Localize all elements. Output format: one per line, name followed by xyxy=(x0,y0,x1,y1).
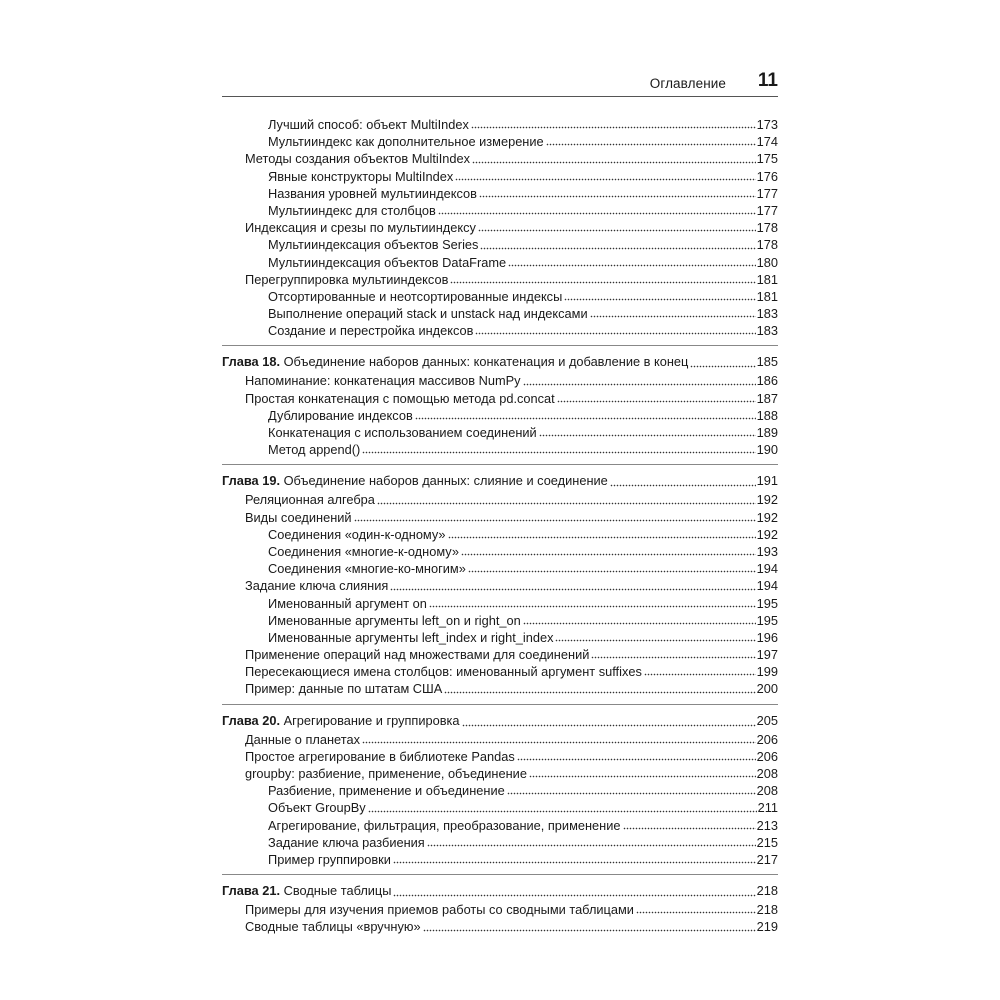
dot-leader xyxy=(354,518,756,522)
toc-block xyxy=(222,711,778,869)
entry-page-number: 178 xyxy=(756,237,778,253)
entry-title: Простое агрегирование в библиотеке Pandas xyxy=(245,748,515,764)
chapter-title: Агрегирование и группировка xyxy=(283,712,460,728)
section-entry[interactable] xyxy=(222,918,778,935)
dot-leader xyxy=(636,910,756,914)
section-entry[interactable] xyxy=(222,577,778,594)
entry-title: Пересекающиеся имена столбцов: именованный аргумент suffixes xyxy=(245,664,642,680)
chapter-label: Глава 18. xyxy=(222,354,281,370)
entry-title: Примеры для изучения приемов работы со сводными таблицами xyxy=(245,902,634,918)
chapter-label: Глава 21. xyxy=(222,883,281,899)
entry-title: Виды соединений xyxy=(245,509,352,525)
entry-title: Соединения «многие-ко-многим» xyxy=(268,561,466,577)
entry-title: Мультииндекс для столбцов xyxy=(268,202,436,218)
section-entry[interactable] xyxy=(222,765,778,782)
dot-leader xyxy=(393,893,755,897)
entry-page-number: 215 xyxy=(756,834,778,850)
dot-leader xyxy=(472,160,756,164)
entry-page-number: 189 xyxy=(756,425,778,440)
entry-page-number: 217 xyxy=(756,851,778,867)
dot-leader xyxy=(415,416,756,420)
dot-leader xyxy=(368,809,757,813)
entry-page-number: 177 xyxy=(756,185,778,201)
section-entry[interactable] xyxy=(222,491,778,508)
section-entry[interactable] xyxy=(222,663,778,680)
entry-page-number: 181 xyxy=(756,271,778,287)
subsection-entry[interactable] xyxy=(222,236,778,253)
toc-block xyxy=(222,471,778,697)
entry-page-number: 211 xyxy=(757,800,778,816)
dot-leader xyxy=(523,621,756,625)
dot-leader xyxy=(690,364,755,368)
entry-page-number: 208 xyxy=(756,766,778,781)
subsection-entry[interactable] xyxy=(222,254,778,271)
entry-page-number: 218 xyxy=(756,902,778,918)
chapter-page-number: 205 xyxy=(756,712,778,728)
subsection-entry[interactable] xyxy=(222,305,778,322)
section-entry[interactable] xyxy=(222,271,778,288)
dot-leader xyxy=(362,740,756,744)
entry-title: Создание и перестройка индексов xyxy=(268,323,474,339)
dot-leader xyxy=(591,655,755,659)
chapter-entry[interactable] xyxy=(222,471,778,491)
subsection-entry[interactable] xyxy=(222,407,778,424)
chapter-entry[interactable] xyxy=(222,352,778,372)
entry-page-number: 196 xyxy=(756,629,778,645)
entry-page-number: 173 xyxy=(756,117,778,132)
chapter-separator xyxy=(222,464,778,465)
entry-title: Задание ключа слияния xyxy=(245,578,389,594)
entry-title: Выполнение операций stack и unstack над индексами xyxy=(268,306,588,322)
subsection-entry[interactable] xyxy=(222,560,778,577)
entry-title: Явные конструкторы MultiIndex xyxy=(268,168,454,184)
entry-title: Конкатенация с использованием соединений xyxy=(268,425,537,440)
chapter-page-number: 191 xyxy=(756,473,778,489)
subsection-entry[interactable] xyxy=(222,202,778,219)
entry-title: Именованные аргументы left_index и right_index xyxy=(268,629,554,645)
dot-leader xyxy=(427,843,756,847)
subsection-entry[interactable] xyxy=(222,543,778,560)
subsection-entry[interactable] xyxy=(222,526,778,543)
section-entry[interactable] xyxy=(222,901,778,918)
subsection-entry[interactable] xyxy=(222,168,778,185)
entry-page-number: 176 xyxy=(756,168,778,184)
section-entry[interactable] xyxy=(222,219,778,236)
entry-page-number: 197 xyxy=(756,647,778,663)
dot-leader xyxy=(644,672,756,676)
entry-title: groupby: разбиение, применение, объединение xyxy=(245,766,527,781)
entry-page-number: 213 xyxy=(756,817,778,833)
toc-block xyxy=(222,116,778,339)
entry-title: Именованный аргумент on xyxy=(268,595,427,611)
entry-title: Мультииндексация объектов DataFrame xyxy=(268,254,507,270)
dot-leader xyxy=(508,263,755,267)
entry-page-number: 188 xyxy=(756,407,778,423)
dot-leader xyxy=(610,483,756,487)
dot-leader xyxy=(390,587,755,591)
header-title: Оглавление xyxy=(649,76,726,91)
section-entry[interactable] xyxy=(222,680,778,697)
running-header xyxy=(222,68,778,96)
section-entry[interactable] xyxy=(222,646,778,663)
toc-block xyxy=(222,881,778,935)
subsection-entry[interactable] xyxy=(222,817,778,834)
entry-title: Мультииндекс как дополнительное измерение xyxy=(268,134,544,150)
dot-leader xyxy=(444,690,755,694)
entry-page-number: 194 xyxy=(756,561,778,577)
dot-leader xyxy=(623,826,756,830)
entry-title: Агрегирование, фильтрация, преобразование, применение xyxy=(268,817,621,833)
subsection-entry[interactable] xyxy=(222,629,778,646)
dot-leader xyxy=(480,246,755,250)
dot-leader xyxy=(529,774,756,778)
subsection-entry[interactable] xyxy=(222,612,778,629)
dot-leader xyxy=(393,860,756,864)
subsection-entry[interactable] xyxy=(222,834,778,851)
subsection-entry[interactable] xyxy=(222,185,778,202)
entry-page-number: 194 xyxy=(756,578,778,594)
entry-page-number: 206 xyxy=(756,748,778,764)
chapter-title: Объединение наборов данных: конкатенация и добавление в конец xyxy=(283,354,689,370)
entry-page-number: 190 xyxy=(756,442,778,458)
chapter-separator xyxy=(222,704,778,705)
entry-title: Отсортированные и неотсортированные индексы xyxy=(268,288,563,304)
entry-page-number: 200 xyxy=(756,681,778,697)
dot-leader xyxy=(455,177,755,181)
chapter-title: Объединение наборов данных: слияние и соединение xyxy=(283,473,608,489)
dot-leader xyxy=(564,297,755,301)
dot-leader xyxy=(507,791,756,795)
dot-leader xyxy=(555,638,755,642)
entry-page-number: 199 xyxy=(756,664,778,680)
entry-title: Напоминание: конкатенация массивов NumPy xyxy=(245,373,521,389)
entry-title: Разбиение, применение и объединение xyxy=(268,783,505,799)
dot-leader xyxy=(557,399,756,403)
subsection-entry[interactable] xyxy=(222,782,778,799)
chapter-title: Сводные таблицы xyxy=(283,883,392,899)
entry-page-number: 219 xyxy=(756,919,778,935)
chapter-separator xyxy=(222,874,778,875)
subsection-entry[interactable] xyxy=(222,851,778,868)
entry-page-number: 208 xyxy=(756,783,778,799)
entry-title: Соединения «один-к-одному» xyxy=(268,526,446,542)
entry-page-number: 192 xyxy=(756,526,778,542)
entry-title: Сводные таблицы «вручную» xyxy=(245,919,421,935)
entry-page-number: 192 xyxy=(756,492,778,508)
header-divider xyxy=(222,96,778,97)
entry-page-number: 206 xyxy=(756,731,778,747)
chapter-page-number: 218 xyxy=(756,883,778,899)
entry-title: Применение операций над множествами для соединений xyxy=(245,647,590,663)
dot-leader xyxy=(590,314,756,318)
entry-title: Задание ключа разбиения xyxy=(268,834,425,850)
chapter-separator xyxy=(222,345,778,346)
entry-title: Реляционная алгебра xyxy=(245,492,375,508)
entry-title: Лучший способ: объект MultiIndex xyxy=(268,117,469,132)
entry-page-number: 178 xyxy=(756,220,778,236)
entry-page-number: 195 xyxy=(756,595,778,611)
subsection-entry[interactable] xyxy=(222,595,778,612)
subsection-entry[interactable] xyxy=(222,116,778,133)
dot-leader xyxy=(429,604,756,608)
dot-leader xyxy=(523,382,756,386)
dot-leader xyxy=(517,757,756,761)
chapter-entry[interactable] xyxy=(222,711,778,731)
entry-title: Методы создания объектов MultiIndex xyxy=(245,151,471,167)
entry-title: Соединения «многие-к-одному» xyxy=(268,543,459,559)
entry-page-number: 181 xyxy=(756,288,778,304)
entry-title: Данные о планетах xyxy=(245,731,360,747)
dot-leader xyxy=(479,194,756,198)
dot-leader xyxy=(461,552,756,556)
entry-page-number: 183 xyxy=(756,306,778,322)
chapter-label: Глава 20. xyxy=(222,712,281,728)
entry-title: Дублирование индексов xyxy=(268,407,413,423)
dot-leader xyxy=(438,211,756,215)
dot-leader xyxy=(546,142,756,146)
header-page-number: 11 xyxy=(757,70,778,91)
chapter-page-number: 185 xyxy=(756,354,778,370)
section-entry[interactable] xyxy=(222,731,778,748)
dot-leader xyxy=(468,569,756,573)
dot-leader xyxy=(462,723,756,727)
entry-page-number: 193 xyxy=(756,543,778,559)
dot-leader xyxy=(362,450,755,454)
entry-page-number: 186 xyxy=(756,373,778,389)
entry-title: Перегруппировка мультииндексов xyxy=(245,271,449,287)
entry-title: Пример группировки xyxy=(268,851,391,867)
toc-block xyxy=(222,352,778,458)
entry-page-number: 192 xyxy=(756,509,778,525)
entry-title: Простая конкатенация с помощью метода pd.concat xyxy=(245,390,555,406)
entry-title: Именованные аргументы left_on и right_on xyxy=(268,612,521,628)
entry-title: Пример: данные по штатам США xyxy=(245,681,443,697)
entry-page-number: 187 xyxy=(756,390,778,406)
entry-title: Индексация и срезы по мультииндексу xyxy=(245,220,476,236)
section-entry[interactable] xyxy=(222,748,778,765)
subsection-entry[interactable] xyxy=(222,288,778,305)
chapter-entry[interactable] xyxy=(222,881,778,901)
subsection-entry[interactable] xyxy=(222,441,778,458)
entry-page-number: 174 xyxy=(756,134,778,150)
entry-page-number: 195 xyxy=(756,612,778,628)
dot-leader xyxy=(423,928,756,932)
entry-page-number: 175 xyxy=(756,151,778,167)
dot-leader xyxy=(450,280,755,284)
dot-leader xyxy=(377,501,756,505)
entry-page-number: 180 xyxy=(756,254,778,270)
subsection-entry[interactable] xyxy=(222,133,778,150)
entry-title: Метод append() xyxy=(268,442,361,458)
section-entry[interactable] xyxy=(222,390,778,407)
entry-title: Мультииндексация объектов Series xyxy=(268,237,479,253)
entry-title: Объект GroupBy xyxy=(268,800,366,816)
dot-leader xyxy=(475,331,755,335)
entry-page-number: 177 xyxy=(756,202,778,218)
dot-leader xyxy=(448,535,756,539)
table-of-contents xyxy=(222,116,778,942)
chapter-label: Глава 19. xyxy=(222,473,281,489)
entry-title: Названия уровней мультииндексов xyxy=(268,185,477,201)
dot-leader xyxy=(478,228,756,232)
subsection-entry[interactable] xyxy=(222,424,778,441)
section-entry[interactable] xyxy=(222,150,778,167)
subsection-entry[interactable] xyxy=(222,322,778,339)
section-entry[interactable] xyxy=(222,509,778,526)
dot-leader xyxy=(539,433,756,437)
subsection-entry[interactable] xyxy=(222,799,778,816)
section-entry[interactable] xyxy=(222,372,778,389)
entry-page-number: 183 xyxy=(756,323,778,339)
dot-leader xyxy=(471,125,756,129)
